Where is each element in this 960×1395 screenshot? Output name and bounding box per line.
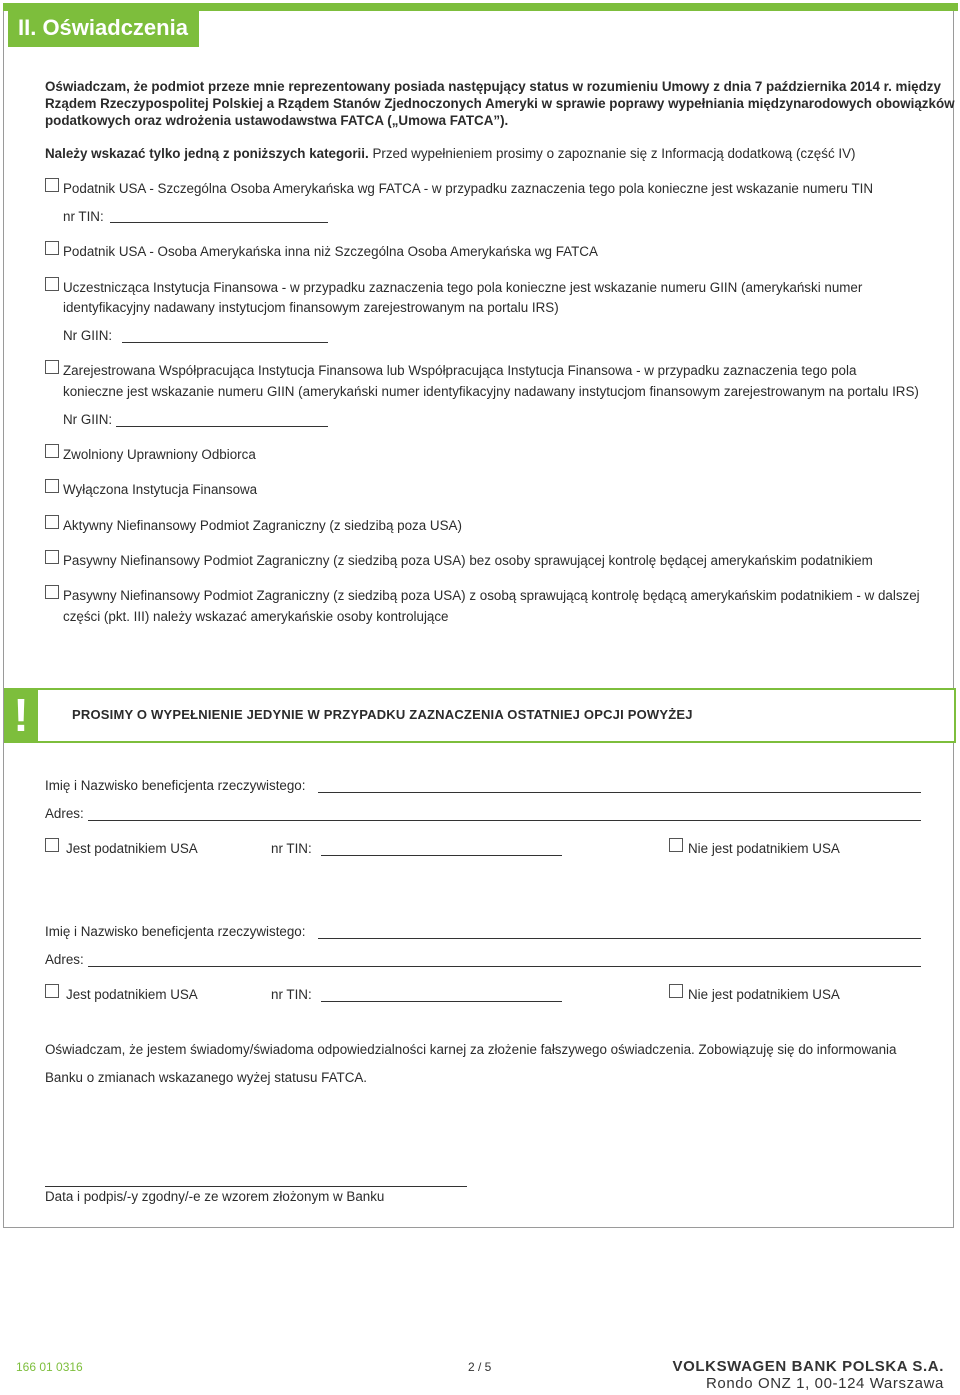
option-passive-nffe-with-us-line-2: części (pkt. III) należy wskazać amerykańskie osoby kontrolujące (63, 609, 449, 624)
intro-line-1: Oświadczam, że podmiot przeze mnie reprezentowany posiada następujący status w rozumieniu Umowy z dnia 7 października 2014 r. między (45, 79, 941, 94)
option-registered-cooperating-fi-line-1: Zarejestrowana Współpracująca Instytucja Finansowa lub Współpracująca Instytucja Finansowa - w przypadku zaznaczenia tego pola (63, 363, 857, 378)
intro-line-3: podatkowych oraz wdrożenia ustawodawstwa FATCA („Umowa FATCA”). (45, 113, 509, 128)
option-participating-fi-line-1: Uczestnicząca Instytucja Finansowa - w przypadku zaznaczenia tego pola konieczne jest wskazanie numeru GIIN (amerykański numer (63, 280, 863, 295)
beneficiary-address-line[interactable] (88, 820, 921, 821)
signature-label: Data i podpis/-y zgodny/-e ze wzorem złożonym w Banku (45, 1189, 385, 1204)
declaration-line-1: Oświadczam, że jestem świadomy/świadoma odpowiedzialności karnej za złożenie fałszywego oświadczenia. Zobowiązuję się do informowania (45, 1042, 897, 1057)
instruction-bold: Należy wskazać tylko jedną z poniższych kategorii. (45, 146, 369, 161)
checkbox-active-nffe[interactable] (45, 515, 59, 529)
checkbox-not-us-taxpayer-2[interactable] (669, 984, 683, 998)
checkbox-registered-cooperating-fi[interactable] (45, 360, 59, 374)
option-participating-fi-line-2: identyfikacyjny nadawany instytucjom finansowym zarejestrowanym na portalu IRS) (63, 300, 559, 315)
top-accent-bar (3, 3, 958, 11)
checkbox-passive-nffe-with-us[interactable] (45, 585, 59, 599)
beneficiary-name-line[interactable] (318, 792, 921, 793)
beneficiary-tin-label: nr TIN: (271, 841, 312, 856)
beneficiary-tin-line-2[interactable] (321, 1001, 562, 1002)
giin-label: Nr GIIN: (63, 328, 113, 343)
option-registered-cooperating-fi-line-2: konieczne jest wskazanie numeru GIIN (amerykański numer identyfikacyjny nadawany instytucjom finansowym zarejestrowanym na portalu IRS) (63, 384, 919, 399)
option-excluded-fi: Wyłączona Instytucja Finansowa (63, 482, 258, 497)
beneficiary-address-label: Adres: (45, 806, 84, 821)
beneficiary-address-line-2[interactable] (88, 966, 921, 967)
checkbox-participating-fi[interactable] (45, 277, 59, 291)
checkbox-passive-nffe-no-us[interactable] (45, 550, 59, 564)
checkbox-is-us-taxpayer-2[interactable] (45, 984, 59, 998)
bank-address: Rondo ONZ 1, 00-124 Warszawa (705, 1375, 944, 1392)
intro-line-2: Rządem Rzeczypospolitej Polskiej a Rządem Stanów Zjednoczonych Ameryki w sprawie poprawy wypełniania międzynarodowych obowiązków (45, 96, 955, 111)
is-us-taxpayer-label-2: Jest podatnikiem USA (66, 987, 198, 1002)
beneficiary-name-label: Imię i Nazwisko beneficjenta rzeczywistego: (45, 778, 306, 793)
beneficiary-tin-label-2: nr TIN: (271, 987, 312, 1002)
document-code: 166 01 0316 (16, 1360, 83, 1374)
option-active-nffe: Aktywny Niefinansowy Podmiot Zagraniczny (z siedzibą poza USA) (63, 518, 462, 533)
checkbox-us-specified-person[interactable] (45, 178, 59, 192)
option-exempt-beneficial-owner: Zwolniony Uprawniony Odbiorca (63, 447, 256, 462)
tin-label: nr TIN: (63, 209, 104, 224)
giin-input-line-2[interactable] (116, 426, 328, 427)
checkbox-excluded-fi[interactable] (45, 479, 59, 493)
option-us-specified-person: Podatnik USA - Szczególna Osoba Amerykańska wg FATCA - w przypadku zaznaczenia tego pola konieczne jest wskazanie numeru TIN (63, 181, 874, 196)
section-title: II. Oświadczenia (8, 11, 199, 47)
instruction (45, 144, 855, 164)
bank-name: VOLKSWAGEN BANK POLSKA S.A. (672, 1358, 944, 1375)
option-passive-nffe-no-us: Pasywny Niefinansowy Podmiot Zagraniczny (z siedzibą poza USA) bez osoby sprawującej kontrolę będącej amerykańskim podatnikiem (63, 553, 873, 568)
option-us-other-person: Podatnik USA - Osoba Amerykańska inna niż Szczególna Osoba Amerykańska wg FATCA (63, 244, 598, 259)
beneficiary-name-line-2[interactable] (318, 938, 921, 939)
notice-text: PROSIMY O WYPEŁNIENIE JEDYNIE W PRZYPADKU ZAZNACZENIA OSTATNIEJ OPCJI POWYŻEJ (72, 707, 693, 722)
tin-input-line[interactable] (110, 222, 328, 223)
giin-label-2: Nr GIIN: (63, 412, 113, 427)
page-number: 2 / 5 (468, 1360, 492, 1374)
beneficiary-address-label-2: Adres: (45, 952, 84, 967)
checkbox-not-us-taxpayer[interactable] (669, 838, 683, 852)
beneficiary-name-label-2: Imię i Nazwisko beneficjenta rzeczywistego: (45, 924, 306, 939)
checkbox-is-us-taxpayer[interactable] (45, 838, 59, 852)
option-passive-nffe-with-us-line-1: Pasywny Niefinansowy Podmiot Zagraniczny (z siedzibą poza USA) z osobą sprawującą kontrolę będącą amerykańskim podatnikiem - w dalszej (63, 588, 920, 603)
not-us-taxpayer-label-2: Nie jest podatnikiem USA (688, 987, 840, 1002)
beneficiary-tin-line[interactable] (321, 855, 562, 856)
giin-input-line[interactable] (122, 342, 328, 343)
bank-info (673, 1358, 945, 1392)
instruction-rest: Przed wypełnieniem prosimy o zapoznanie się z Informacją dodatkową (część IV) (368, 146, 856, 161)
is-us-taxpayer-label: Jest podatnikiem USA (66, 841, 198, 856)
not-us-taxpayer-label: Nie jest podatnikiem USA (688, 841, 840, 856)
exclamation-icon: ! (4, 688, 38, 743)
declaration-line-2: Banku o zmianach wskazanego wyżej statusu FATCA. (45, 1070, 368, 1085)
checkbox-exempt-beneficial-owner[interactable] (45, 444, 59, 458)
checkbox-us-other-person[interactable] (45, 241, 59, 255)
